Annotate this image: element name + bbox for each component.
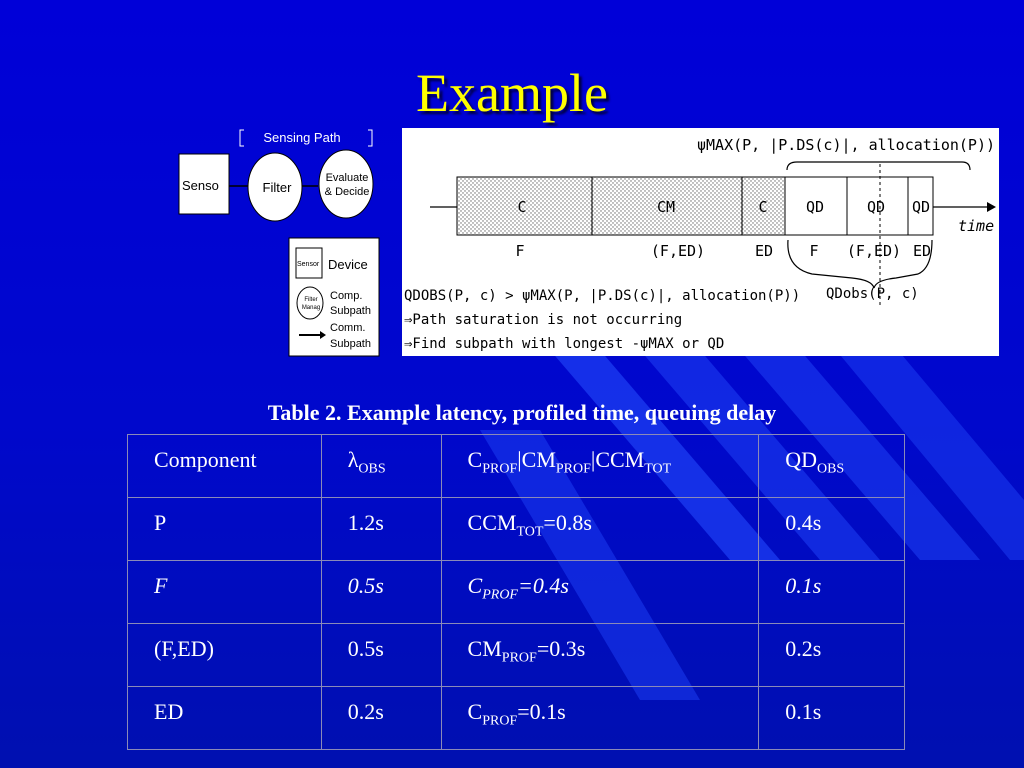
header-lambda: $\lambda_{OBS}$ <box>321 435 441 498</box>
segment-label-2: CM <box>656 198 676 216</box>
segment-label-4: QD <box>805 198 825 216</box>
table-caption: Table 2. Example latency, profiled time, queuing delay <box>267 400 777 425</box>
evaluate-label-2: & Decide <box>324 186 370 198</box>
condition-line: QDOBS(P, c) > ψMAX(P, |P.DS(c)|, allocation(P)) <box>404 288 801 304</box>
header-profiled: $C_{PROF}|CM_{PROF}|CCM_{TOT}$ <box>441 435 759 498</box>
legend-filter-label-2: Manag <box>301 305 321 311</box>
under-label-1: F <box>515 242 525 260</box>
cell-qd: 0.1s <box>759 561 905 624</box>
cell-qd: 0.1s <box>759 687 905 750</box>
sensor-label: Senso <box>182 178 219 193</box>
table-row <box>128 624 905 687</box>
evaluate-node <box>319 150 373 218</box>
time-axis-label: time <box>958 217 995 235</box>
table-row <box>128 498 905 561</box>
legend-comp-label-2: Subpath <box>330 305 371 317</box>
legend-comm-label-1: Comm. <box>330 322 366 334</box>
evaluate-label-1: Evaluate <box>325 172 369 184</box>
under-label-5: (F,ED) <box>846 242 902 260</box>
cell-profiled: $C_{PROF}=0.4s$ <box>441 561 759 624</box>
cell-profiled: $C_{PROF}=0.1s$ <box>441 687 759 750</box>
legend-comm-label-2: Subpath <box>330 338 371 350</box>
cell-component: P <box>128 498 322 561</box>
legend-comp-label-1: Comp. <box>330 290 363 302</box>
segment-label-3: C <box>758 198 768 216</box>
cell-lambda: 0.5s <box>321 624 441 687</box>
timeline-figure <box>402 128 999 356</box>
sensing-path-diagram <box>172 124 390 360</box>
qd-obs-label: QDobs(P, c) <box>826 286 919 302</box>
legend-filter-label-1: Filter <box>304 297 318 303</box>
cell-component: ED <box>128 687 322 750</box>
under-label-3: ED <box>754 242 774 260</box>
header-qd: $QD_{OBS}$ <box>759 435 905 498</box>
slide-title: Example <box>416 63 608 123</box>
cell-qd: 0.4s <box>759 498 905 561</box>
segment-label-1: C <box>517 198 527 216</box>
cell-profiled: $CM_{PROF}=0.3s$ <box>441 624 759 687</box>
under-label-4: F <box>809 242 819 260</box>
conclusion-line-2: ⇒Find subpath with longest -ψMAX or QD <box>404 336 725 352</box>
segment-label-6: QD <box>911 198 931 216</box>
legend-sensor-label: Sensor <box>297 261 320 268</box>
header-component: Component <box>128 435 322 498</box>
cell-lambda: 0.2s <box>321 687 441 750</box>
latency-table <box>127 434 905 750</box>
table-header-row <box>128 435 905 498</box>
cell-lambda: 0.5s <box>321 561 441 624</box>
conclusion-line-1: ⇒Path saturation is not occurring <box>404 312 683 328</box>
filter-label: Filter <box>262 180 292 195</box>
under-label-6: ED <box>912 242 932 260</box>
cell-component: (F,ED) <box>128 624 322 687</box>
psi-max-label: ψMAX(P, |P.DS(c)|, allocation(P)) <box>697 136 996 154</box>
under-label-2: (F,ED) <box>650 242 706 260</box>
legend-device-label: Device <box>328 257 368 272</box>
table-row <box>128 561 905 624</box>
cell-profiled: $CCM_{TOT}=0.8s$ <box>441 498 759 561</box>
cell-qd: 0.2s <box>759 624 905 687</box>
cell-lambda: 1.2s <box>321 498 441 561</box>
sensing-path-label: Sensing Path <box>263 130 341 145</box>
table-row <box>128 687 905 750</box>
segment-label-5: QD <box>866 198 886 216</box>
cell-component: F <box>128 561 322 624</box>
